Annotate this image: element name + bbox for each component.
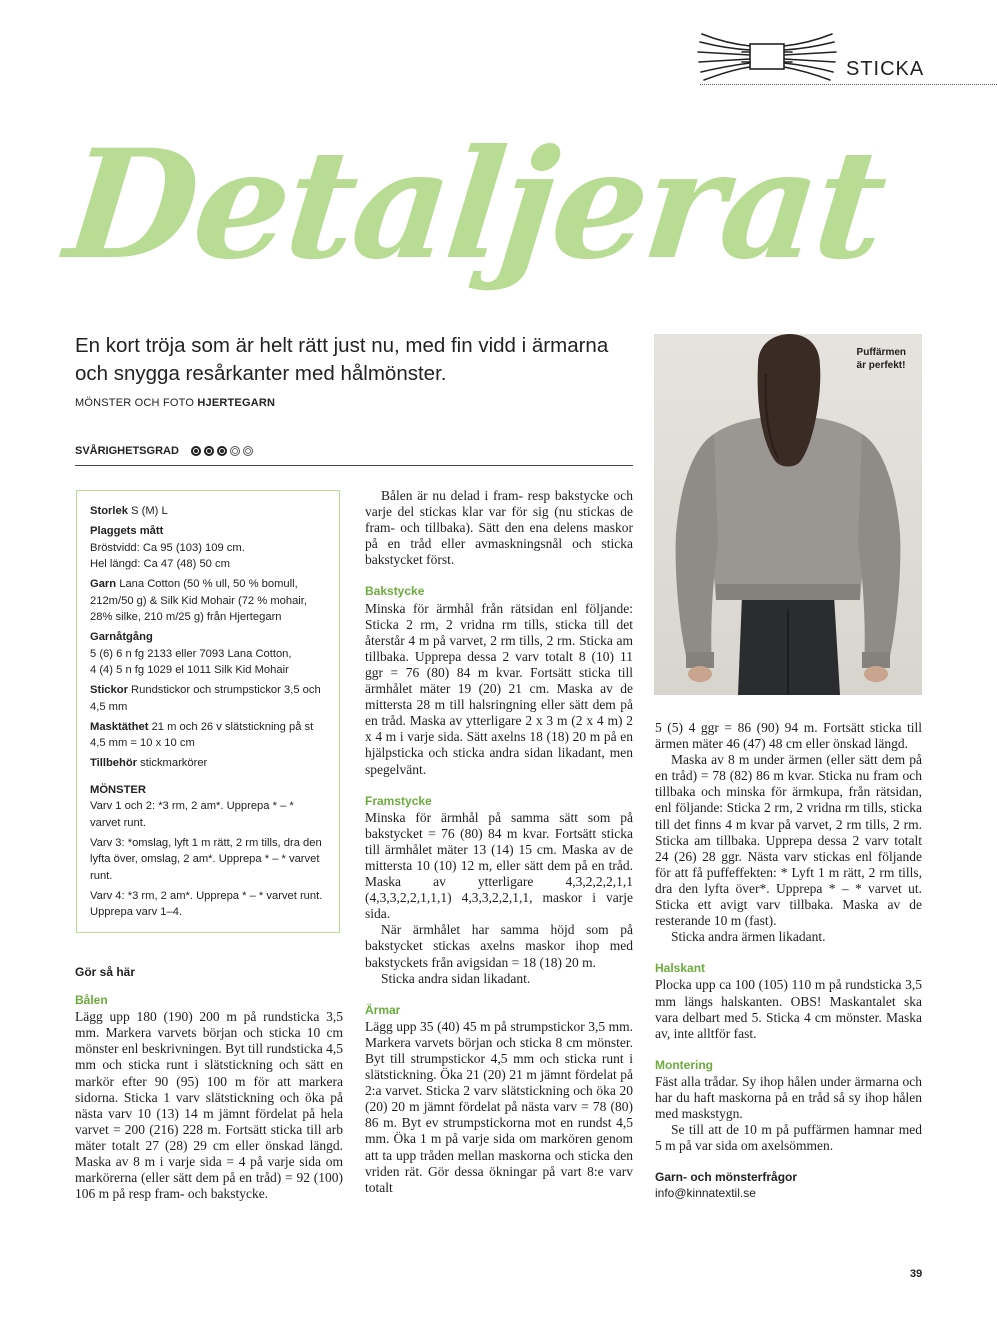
needles-value: Rundstickor och strumpstickor 3,5 och 4,5 mm [90, 684, 321, 713]
section-divider [700, 84, 997, 85]
questions-heading: Garn- och mönsterfrågor [655, 1170, 798, 1185]
photo-caption [857, 346, 906, 372]
difficulty-dots [191, 446, 253, 456]
split-text: Bålen är nu delad i fram- resp bakstycke och varje del stickas klar var för sig (nu stickas de fram- och tillbaka). Sätt den ena delens maskor på en tråd eller avmaskningsnål och sticka bakstycket först. [365, 488, 633, 568]
amount-label: Garnåtgång [90, 631, 153, 643]
pattern-row-3: Varv 4: *3 rm, 2 am*. Upprepa * – * varvet runt. [90, 889, 323, 902]
front-heading: Framstycke [365, 793, 432, 808]
front-text-2: När ärmhålet har samma höjd som på bakstycket stickas axelns maskor ihop med bakstyckets från avigsidan = 18 (18) 20 m. [365, 922, 633, 970]
difficulty-dot-filled [217, 446, 227, 456]
sleeves-heading: Ärmar [365, 1002, 401, 1017]
needles-label: Stickor [90, 684, 128, 696]
sleeve-cap-text: Maska av 8 m under ärmen (eller sätt dem på en tråd) = 78 (82) 86 m kvar. Sticka nu fram och tillbaka och minska för ärmkupa, från rätsidan, enl följande: Sticka 2 rm, 2 vridna rm tills, sticka till det finns 4 m kvar på varvet, 2 rm tills, 2 rm. Sticka am tillbaka. Upprepa dessa 2 varv totalt 24 (26) 28 ggr. Nästa varv stickas enl följande för att få puffeffekten: * Lyft 1 m rätt, 2 rm tills, dra den lyfta över*. Upprepa * – * varvet ut. Sticka ett avigt varv tillbaka. Maska av de resterande 10 m (fast). [655, 752, 922, 929]
column-3 [655, 720, 922, 1202]
amount-line-1: 5 (6) 6 n fg 2133 eller 7093 Lana Cotton, [90, 647, 292, 660]
size-value: S (M) L [131, 505, 168, 517]
yarn-label: Garn [90, 578, 117, 590]
measure-length: Hel längd: Ca 47 (48) 50 cm [90, 558, 230, 570]
questions-email[interactable]: info@kinnatextil.se [655, 1186, 756, 1201]
assembly-text: Fäst alla trådar. Sy ihop hålen under ärmarna och har du haft maskorna på en tråd så sy ihop hålen med maskstygn. [655, 1073, 922, 1122]
yarn-skein-icon [692, 22, 842, 92]
credits-name: HJERTEGARN [197, 397, 276, 409]
page-title: Detaljerat [58, 117, 892, 293]
gauge-value: 21 m och 26 v slätstickning på st 4,5 mm = 10 x 10 cm [90, 720, 314, 749]
front-text-3: Sticka andra sidan likadant. [381, 970, 531, 986]
assembly-heading: Montering [655, 1057, 713, 1072]
sleeve-cont-text: 5 (5) 4 ggr = 86 (90) 94 m. Fortsätt sticka till ärmen mäter 46 (47) 48 cm eller önskad längd. [655, 720, 922, 752]
measures-label: Plaggets mått [90, 525, 164, 537]
intro-text: En kort tröja som är helt rätt just nu, med fin vidd i ärmarna och snygga resårkanter med hålmönster. [75, 334, 609, 385]
difficulty-dot-empty [230, 446, 240, 456]
notions-label: Tillbehör [90, 757, 138, 769]
pattern-info-box [76, 490, 340, 933]
column-1 [75, 964, 343, 1202]
pattern-row-4: Upprepa varv 1–4. [90, 906, 183, 918]
yarn-value: Lana Cotton (50 % ull, 50 % bomull, 212m/50 g) & Silk Kid Mohair (72 % mohair, 28% silke, 210 m/25 g) från Hjertegarn [90, 578, 308, 623]
neck-heading: Halskant [655, 961, 706, 976]
body-heading: Bålen [75, 993, 108, 1008]
difficulty-rating [75, 445, 253, 457]
back-heading: Bakstycke [365, 584, 425, 599]
model-illustration [654, 334, 922, 695]
measure-bust: Bröstvidd: Ca 95 (103) 109 cm. [90, 541, 245, 554]
front-text: Minska för ärmhål på samma sätt som på bakstycket = 76 (80) 84 m kvar. Fortsätt sticka till ärmhålet mäter 13 (14) 15 cm. Maska av de mittersta 10 (10) 12 m, eller sätt dem på en tråd. Maska av ytterligare 4,3,2,2,2,1,1 (4,3,3,2,2,1,1,1) 4,3,3,2,2,1,1, maskor i varje sida. [365, 809, 633, 922]
size-label: Storlek [90, 505, 128, 517]
page-number: 39 [910, 1268, 923, 1280]
difficulty-dot-filled [191, 446, 201, 456]
amount-line-2: 4 (4) 5 n fg 1029 el 1011 Silk Kid Mohair [90, 664, 289, 676]
sleeves-text: Lägg upp 35 (40) 45 m på strumpstickor 3,5 mm. Markera varvets början och sticka 8 cm mönster. Byt till strumpstickor 4,5 mm och sticka runt i slätstickning. Öka 21 (20) 21 m jämnt fördelat på 2:a varvet. Sticka 2 varv slätstickning och öka 20 (20) 20 m jämnt fördelat på nästa varv = 78 (80) 86 m. Byt ev strumpstickorna mot en rundst 4,5 mm. Öka 1 m på varje sida om markören genom att ta upp tråden mellan maskorna och sticka den vriden rät. Gör dessa ökningar på vart 8:e varv totalt [365, 1018, 633, 1195]
difficulty-dot-empty [243, 446, 253, 456]
difficulty-dot-filled [204, 446, 214, 456]
pattern-row-2: Varv 3: *omslag, lyft 1 m rätt, 2 rm tills, dra den lyfta över, omslag, 2 am*. Upprepa * – * varvet runt. [90, 836, 322, 882]
credits-label: MÖNSTER OCH FOTO [75, 397, 195, 409]
assembly-text-2: Se till att de 10 m på puffärmen hamnar med 5 m på var sida om axelsömmen. [655, 1122, 922, 1154]
neck-text: Plocka upp ca 100 (105) 110 m på rundsticka 3,5 mm längs halskanten. OBS! Maskantalet ska vara delbart med 5. Sticka 4 cm mönster. Maska av, inte alltför fast. [655, 977, 922, 1041]
back-text: Minska för ärmhål från rätsidan enl följande: Sticka 2 rm, 2 vridna rm tills, sticka till det återstår 4 m på varvet, 2 rm tills, 2 rm. Sticka am tillbaka. Upprepa dessa 2 varv totalt 8 (10) 11 ggr = 76 (80) 84 m kvar. Fortsätt sticka till ärmhålet mäter 19 (20) 21 cm. Maska av de mittersta 28 m till halsringning eller sätt dem på en tråd. Maska av ytterligare 2 x 3 m (2 x 4 m) 2 x 4 m i varje sida. Sätt axelns 18 (18) 20 m på en hjälpsticka och sticka andra sidan likadant, men spegelvänt. [365, 600, 633, 777]
difficulty-label: SVÅRIGHETSGRAD [75, 445, 179, 457]
credits [75, 397, 275, 409]
pattern-label: MÖNSTER [90, 783, 146, 796]
sweater-photo [654, 334, 922, 695]
pattern-row-1: Varv 1 och 2: *3 rm, 2 am*. Upprepa * – * varvet runt. [90, 800, 294, 829]
body-text: Lägg upp 180 (190) 200 m på rundsticka 3,5 mm. Markera varvets början och sticka 10 cm mönster enl beskrivningen. Byt till rundsticka 4,5 mm och sticka runt i slätstickning och sätt en markör efter 90 (95) 100 m för att markera sidorna. Sticka 1 varv slätstickning och öka på nästa varv 10 (13) 14 m jämnt fördelat på hela varvet = 200 (216) 228 m. Fortsätt sticka till arb mäter totalt 27 (28) 29 cm eller önskad längd. Maska av 8 m i varje sida = 4 på varje sida om markörerna (eller sätt dem på en tråd) = 92 (100) 106 m på resp fram- och bakstycke. [75, 1009, 343, 1202]
divider [75, 465, 633, 466]
title-block [58, 117, 892, 350]
notions-value: stickmarkörer [140, 757, 208, 769]
how-heading: Gör så här [75, 965, 136, 979]
photo-caption-line-2: är perfekt! [856, 360, 906, 371]
sleeve-repeat-text: Sticka andra ärmen likadant. [671, 929, 826, 945]
gauge-label: Masktäthet [90, 720, 149, 733]
photo-caption-line-1: Puffärmen [856, 347, 906, 358]
section-tag: STICKA [846, 58, 925, 80]
column-2 [365, 488, 633, 1196]
